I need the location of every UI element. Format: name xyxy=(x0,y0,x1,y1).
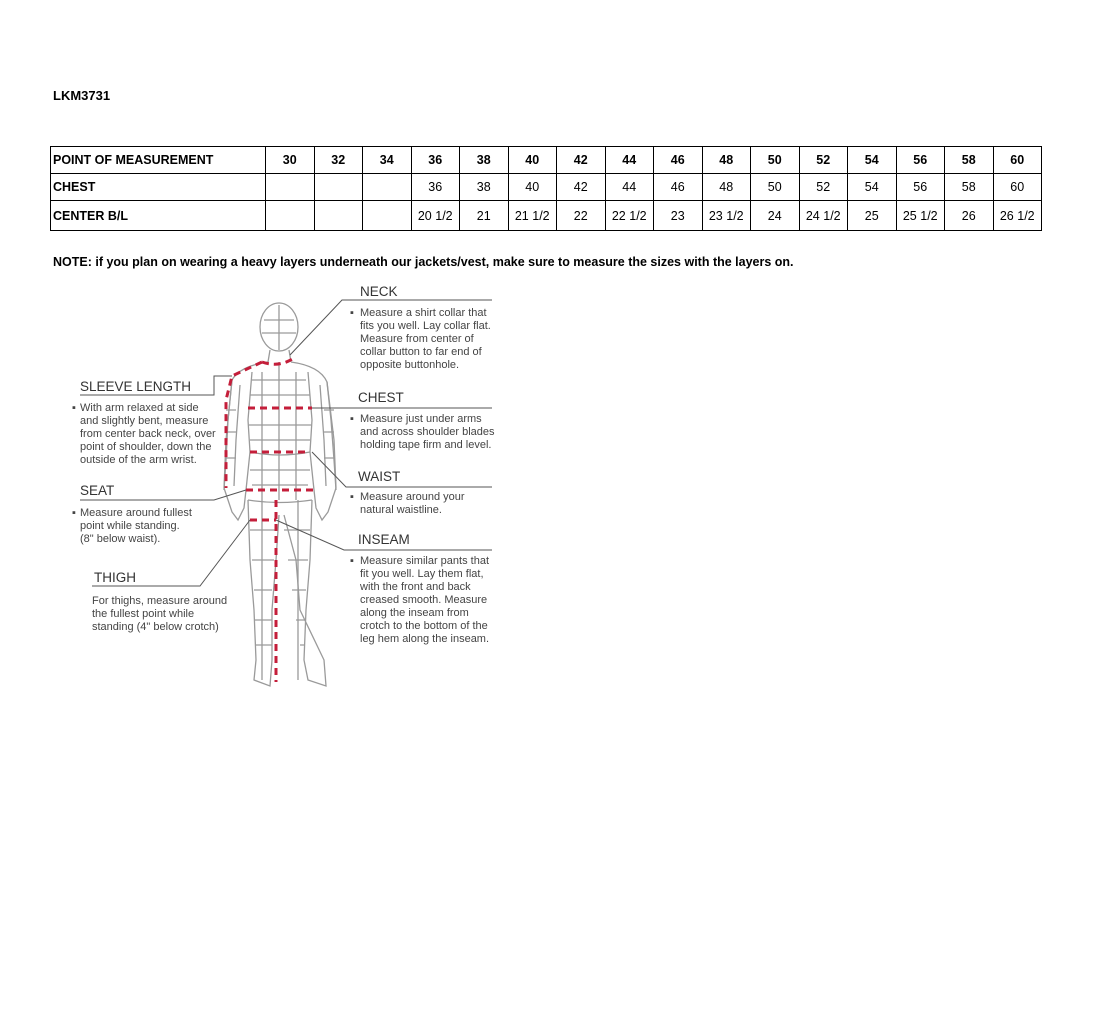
measurement-cell: 42 xyxy=(557,174,606,201)
svg-text:▪: ▪ xyxy=(72,402,76,414)
size-header-cell: 48 xyxy=(702,147,751,174)
measurement-cell: 36 xyxy=(411,174,460,201)
inseam-line: with the front and back xyxy=(360,581,471,593)
sleeve-line: outside of the arm wrist. xyxy=(80,454,197,466)
thigh-line: For thighs, measure around xyxy=(92,595,228,607)
inseam-line: leg hem along the inseam. xyxy=(360,633,490,645)
measurement-cell: 23 1/2 xyxy=(702,201,751,231)
thigh-callout xyxy=(92,570,227,633)
sleeve-line: point of shoulder, down the xyxy=(80,441,212,453)
measurement-cell: 56 xyxy=(896,174,945,201)
size-header-cell: 40 xyxy=(508,147,557,174)
measurement-cell: 26 xyxy=(945,201,994,231)
neck-line: Measure from center of xyxy=(360,333,474,345)
measurement-cell: 44 xyxy=(605,174,654,201)
inseam-callout xyxy=(350,532,489,645)
thigh-line: the fullest point while xyxy=(92,608,195,620)
inseam-line: along the inseam from xyxy=(360,607,469,619)
svg-text:▪: ▪ xyxy=(350,555,354,567)
neck-measure-line xyxy=(262,358,294,364)
neck-line: opposite buttonhole. xyxy=(360,359,460,371)
size-header-cell: 30 xyxy=(266,147,315,174)
svg-text:▪: ▪ xyxy=(350,491,354,503)
measurement-cell: 50 xyxy=(751,174,800,201)
measurement-cell: 23 xyxy=(654,201,703,231)
waist-line: natural waistline. xyxy=(360,504,442,516)
row-label: CHEST xyxy=(51,174,266,201)
measurement-cell: 46 xyxy=(654,174,703,201)
measurement-cell: 54 xyxy=(848,174,897,201)
measurement-cell: 20 1/2 xyxy=(411,201,460,231)
neck-line: fits you well. Lay collar flat. xyxy=(360,320,491,332)
sleeve-line: and slightly bent, measure xyxy=(80,415,209,427)
body-figure-illustration xyxy=(224,303,336,686)
seat-title: SEAT xyxy=(80,483,115,498)
sleeve-line: from center back neck, over xyxy=(80,428,216,440)
inseam-line: creased smooth. Measure xyxy=(360,594,488,606)
inseam-title: INSEAM xyxy=(358,532,410,547)
measurement-cell: 25 xyxy=(848,201,897,231)
size-header-cell: 58 xyxy=(945,147,994,174)
inseam-line: fit you well. Lay them flat, xyxy=(360,568,484,580)
header-label: POINT OF MEASUREMENT xyxy=(51,147,266,174)
measurement-cell: 24 xyxy=(751,201,800,231)
svg-text:▪: ▪ xyxy=(350,413,354,425)
thigh-line: standing (4" below crotch) xyxy=(92,621,219,633)
product-code: LKM3731 xyxy=(53,88,111,103)
inseam-line: crotch to the bottom of the xyxy=(360,620,488,632)
size-header-cell: 46 xyxy=(654,147,703,174)
measurement-cell: 21 1/2 xyxy=(508,201,557,231)
size-header-cell: 56 xyxy=(896,147,945,174)
measurement-cell: 26 1/2 xyxy=(993,201,1042,231)
row-label: CENTER B/L xyxy=(51,201,266,231)
size-header-cell: 32 xyxy=(314,147,363,174)
seat-line: point while standing. xyxy=(80,520,180,532)
measurement-cell: 21 xyxy=(460,201,509,231)
neck-title: NECK xyxy=(360,284,398,299)
seat-line: Measure around fullest xyxy=(80,507,192,519)
neck-line: collar button to far end of xyxy=(360,346,482,358)
chest-line: and across shoulder blades xyxy=(360,426,495,438)
measurement-cell: 22 1/2 xyxy=(605,201,654,231)
thigh-title: THIGH xyxy=(94,570,136,585)
measurement-cell: 22 xyxy=(557,201,606,231)
measurement-cell: 48 xyxy=(702,174,751,201)
sleeve-title: SLEEVE LENGTH xyxy=(80,379,192,394)
size-header-cell: 50 xyxy=(751,147,800,174)
measurement-cell: 25 1/2 xyxy=(896,201,945,231)
sleeve-line: With arm relaxed at side xyxy=(80,402,199,414)
measurement-cell: 24 1/2 xyxy=(799,201,848,231)
svg-text:▪: ▪ xyxy=(72,507,76,519)
sleeve-callout xyxy=(72,379,216,466)
seat-callout xyxy=(72,483,192,545)
chest-line: holding tape firm and level. xyxy=(360,439,492,451)
seat-line: (8" below waist). xyxy=(80,533,161,545)
measurement-cell: 40 xyxy=(508,174,557,201)
chest-callout xyxy=(350,390,495,451)
neck-callout xyxy=(350,284,491,371)
measurement-cell: 52 xyxy=(799,174,848,201)
size-header-cell: 36 xyxy=(411,147,460,174)
size-header-cell: 52 xyxy=(799,147,848,174)
measurement-lines xyxy=(226,358,314,682)
chest-line: Measure just under arms xyxy=(360,413,482,425)
layering-note: NOTE: if you plan on wearing a heavy layers underneath our jackets/vest, make sure to measure the sizes with the layers on. xyxy=(53,255,794,269)
size-header-cell: 44 xyxy=(605,147,654,174)
size-header-cell: 38 xyxy=(460,147,509,174)
svg-text:▪: ▪ xyxy=(350,307,354,319)
size-header-cell: 42 xyxy=(557,147,606,174)
size-header-cell: 34 xyxy=(363,147,412,174)
waist-title: WAIST xyxy=(358,469,401,484)
waist-line: Measure around your xyxy=(360,491,465,503)
measurement-cell: 60 xyxy=(993,174,1042,201)
waist-callout xyxy=(350,469,465,516)
measurement-cell: 38 xyxy=(460,174,509,201)
neck-line: Measure a shirt collar that xyxy=(360,307,487,319)
size-header-cell: 60 xyxy=(993,147,1042,174)
chest-title: CHEST xyxy=(358,390,404,405)
size-header-cell: 54 xyxy=(848,147,897,174)
inseam-line: Measure similar pants that xyxy=(360,555,489,567)
measurement-cell: 58 xyxy=(945,174,994,201)
